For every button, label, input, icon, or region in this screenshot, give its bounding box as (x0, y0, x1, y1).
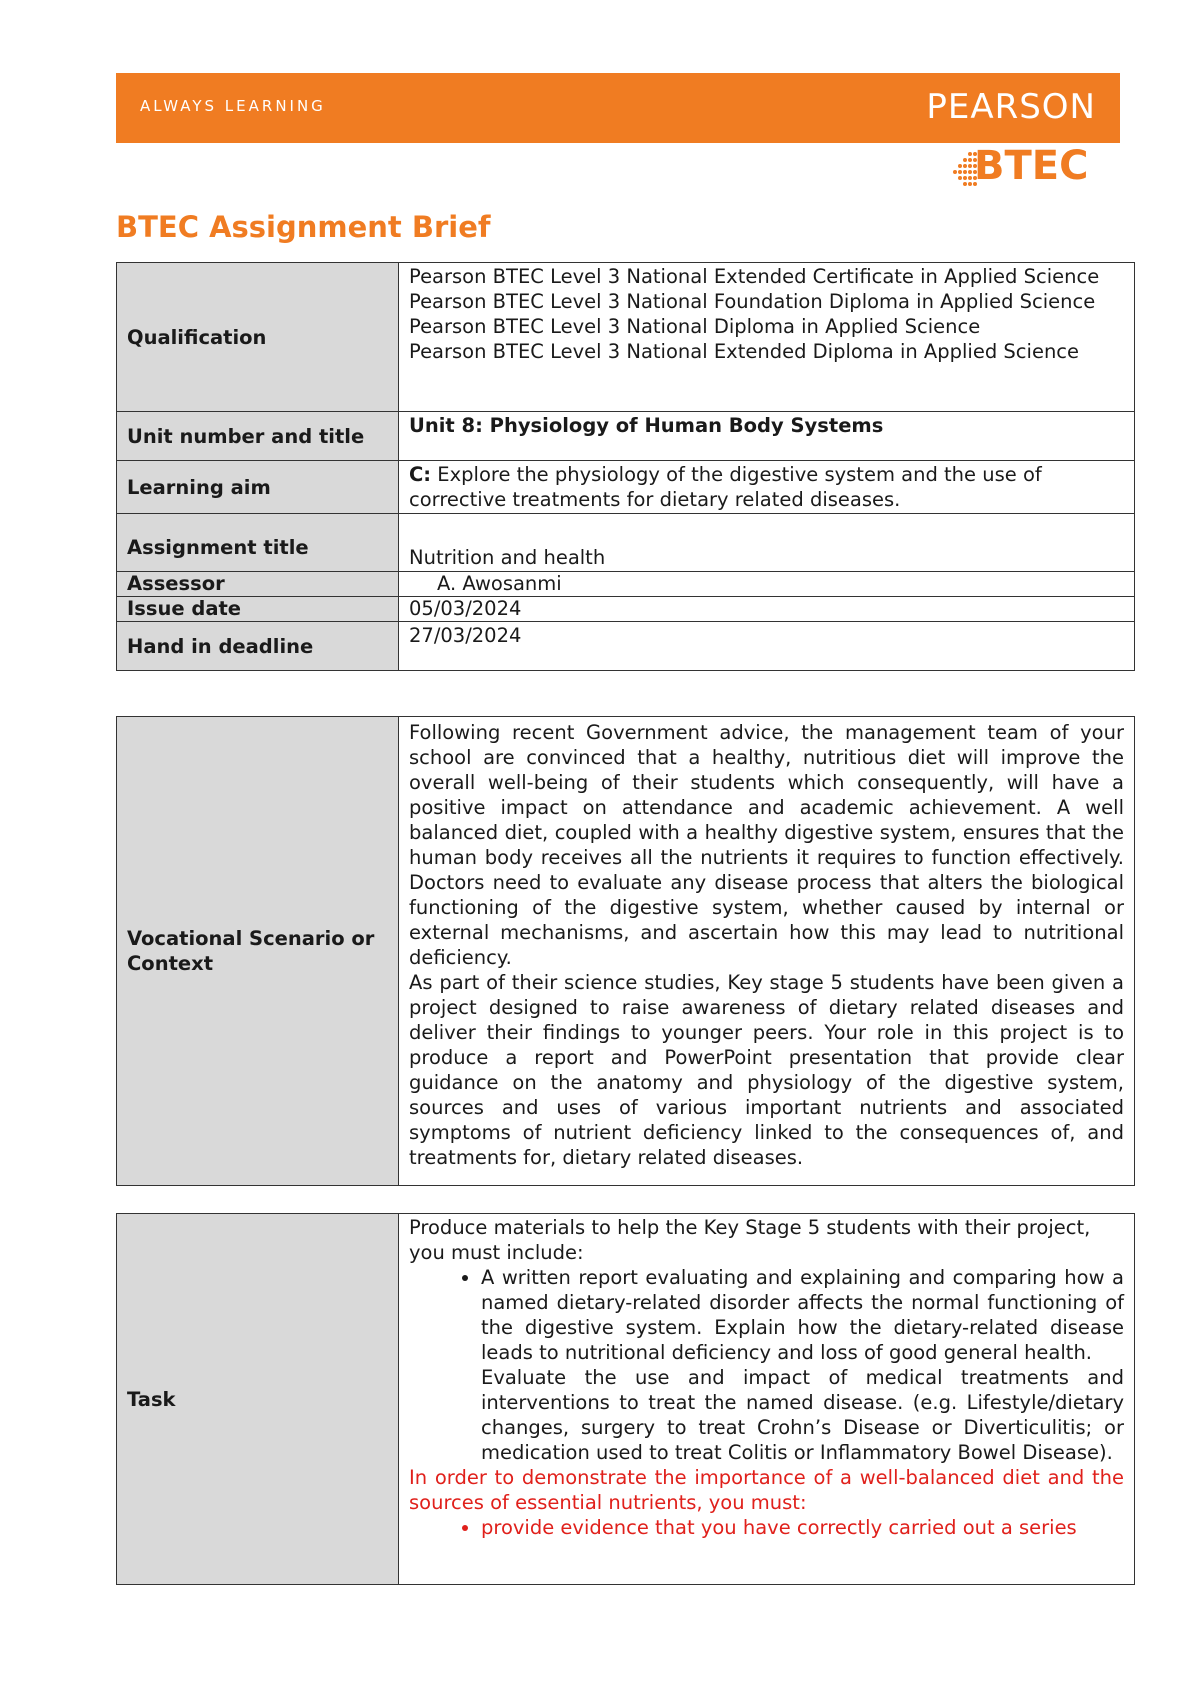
task-bullet-list (409, 1265, 1124, 1465)
learning-aim-text: Explore the physiology of the digestive system and the use of corrective treatments for dietary related diseases. (409, 463, 1042, 511)
qualification-list (399, 263, 1135, 412)
task-bullet-continuation: Evaluate the use and impact of medical treatments and interventions to treat the named disease. (e.g. Lifestyle/dietary changes, surgery to treat Crohn’s Disease or Diverticulitis; or medication used to treat Colitis or Inflammatory Bowel Disease). (481, 1366, 1124, 1464)
learning-aim-prefix: C: (409, 463, 432, 486)
deadline-label: Hand in deadline (117, 622, 399, 671)
unit-row (117, 412, 1135, 461)
pearson-logo: PEARSON (926, 87, 1096, 127)
assignment-title-row (117, 514, 1135, 572)
task-red-bullet: • provide evidence that you have correctly carried out a series (481, 1515, 1124, 1540)
task-red-list (409, 1515, 1124, 1540)
assessor-label: Assessor (117, 572, 399, 597)
deadline-value: 27/03/2024 (399, 622, 1135, 671)
task-intro: Produce materials to help the Key Stage 5 students with their project, you must include: (409, 1216, 1091, 1264)
assignment-title-label: Assignment title (117, 514, 399, 572)
assessor-row (117, 572, 1135, 597)
scenario-paragraph: As part of their science studies, Key stage 5 students have been given a project designed to raise awareness of dietary related diseases and deliver their findings to younger peers. Your role in this project is to produce a report and PowerPoint presentation that provide clear guidance on the anatomy and physiology of the digestive system, sources and uses of various important nutrients and associated symptoms of nutrient deficiency linked to the consequences of, and treatments for, dietary related diseases. (409, 971, 1124, 1169)
unit-value: Unit 8: Physiology of Human Body Systems (399, 412, 1135, 461)
learning-aim-label: Learning aim (117, 461, 399, 514)
task-bullet-text: • A written report evaluating and explaining and comparing how a named dietary-related disorder affects the normal functioning of the digestive system. Explain how the dietary-related disease leads to nutritional deficiency and loss of good general health. (481, 1266, 1124, 1364)
scenario-label: Vocational Scenario or Context (117, 717, 399, 1186)
learning-aim-value (399, 461, 1135, 514)
document-title: BTEC Assignment Brief (116, 210, 491, 244)
header-banner (116, 73, 1120, 143)
qualification-item: Pearson BTEC Level 3 National Extended Certificate in Applied Science (409, 265, 1100, 288)
scenario-text (399, 717, 1135, 1186)
task-table (116, 1213, 1135, 1585)
task-content (399, 1214, 1135, 1585)
btec-wordmark: BTEC (974, 143, 1089, 189)
tagline: ALWAYS LEARNING (140, 97, 326, 115)
brief-details-table (116, 262, 1135, 671)
task-label: Task (117, 1214, 399, 1585)
task-red-intro: In order to demonstrate the importance of a well-balanced diet and the sources of essential nutrients, you must: (409, 1466, 1124, 1514)
scenario-table (116, 716, 1135, 1186)
learning-aim-row (117, 461, 1135, 514)
qualification-row (117, 263, 1135, 412)
task-bullet (481, 1265, 1124, 1465)
scenario-row (117, 717, 1135, 1186)
issue-date-row (117, 597, 1135, 622)
task-row (117, 1214, 1135, 1585)
scenario-paragraph: Following recent Government advice, the management team of your school are convinced that a healthy, nutritious diet will improve the overall well-being of their students which consequently, will have a positive impact on attendance and academic achievement. A well balanced diet, coupled with a healthy digestive system, ensures that the human body receives all the nutrients it requires to function effectively. Doctors need to evaluate any disease process that alters the biological functioning of the digestive system, whether caused by internal or external mechanisms, and ascertain how this may lead to nutritional deficiency. (409, 721, 1124, 969)
qualification-item: Pearson BTEC Level 3 National Extended Diploma in Applied Science (409, 340, 1080, 363)
qualification-item: Pearson BTEC Level 3 National Diploma in Applied Science (409, 315, 981, 338)
deadline-row (117, 622, 1135, 671)
qualification-item: Pearson BTEC Level 3 National Foundation Diploma in Applied Science (409, 290, 1096, 313)
assignment-title-value: Nutrition and health (399, 514, 1135, 572)
assessor-value: A. Awosanmi (399, 572, 1135, 597)
unit-label: Unit number and title (117, 412, 399, 461)
issue-date-value: 05/03/2024 (399, 597, 1135, 622)
btec-logo (952, 143, 1122, 194)
qualification-label: Qualification (117, 263, 399, 412)
issue-date-label: Issue date (117, 597, 399, 622)
